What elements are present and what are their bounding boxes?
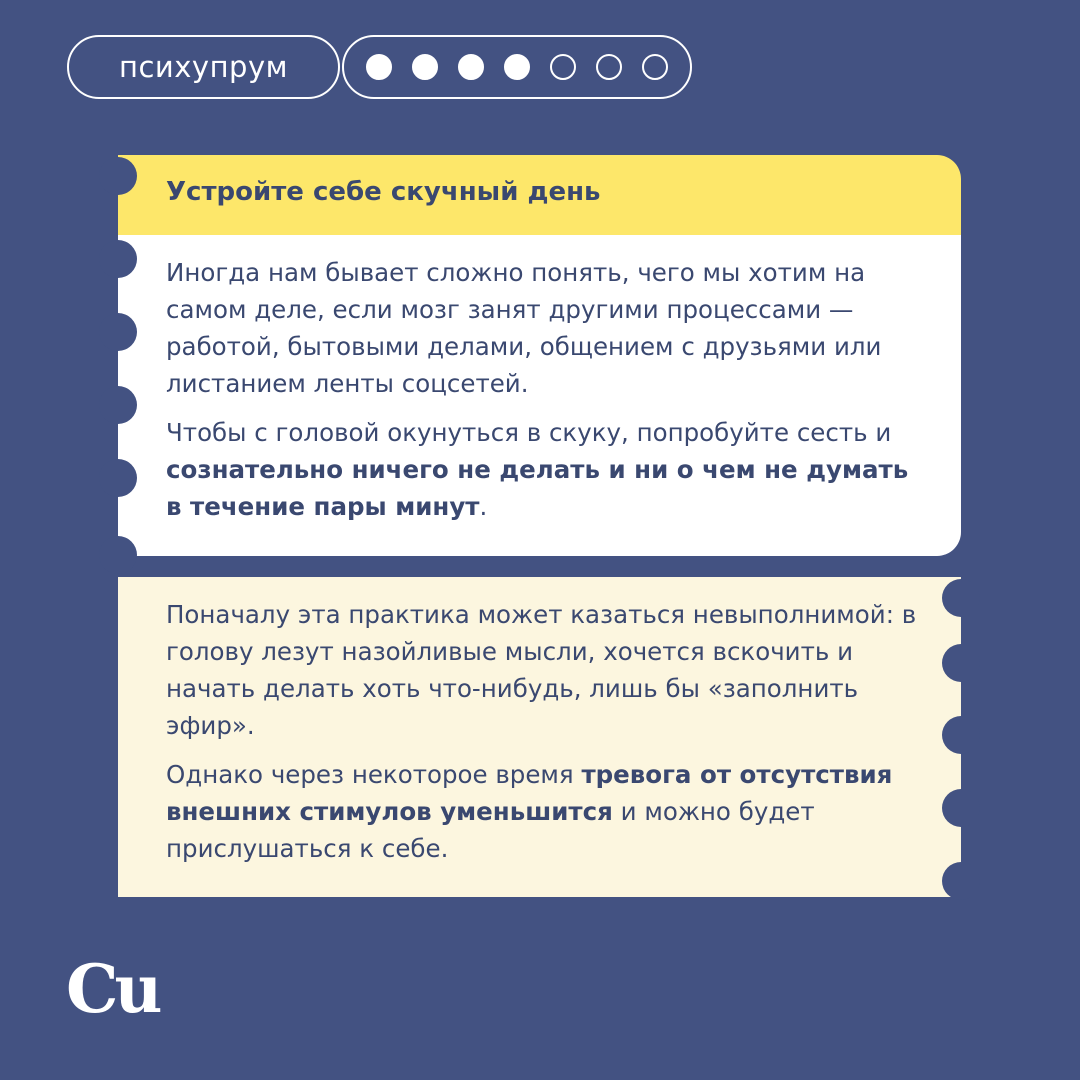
emphasis-text: сознательно ничего не делать и ни о чем не думать в течение пары минут — [166, 455, 909, 521]
text-fragment: Однако через некоторое время — [166, 760, 582, 789]
tip-text — [166, 254, 921, 537]
text-fragment: Чтобы с головой окунуться в скуку, попробуйте сесть и — [166, 418, 892, 447]
tip-paragraph-2 — [166, 414, 921, 525]
tip-card — [118, 155, 961, 556]
tip-paragraph-1: Иногда нам бывает сложно понять, чего мы хотим на самом деле, если мозг занят другими процессами — работой, бытовыми делами, общением с друзьями или листанием ленты соцсетей. — [166, 258, 882, 398]
followup-paragraph-1: Поначалу эта практика может казаться невыполнимой: в голову лезут назойливые мысли, хочется вскочить и начать делать хоть что-нибудь, лишь бы «заполнить эфир». — [166, 600, 917, 740]
followup-text — [166, 596, 921, 879]
tip-card-header — [118, 155, 961, 235]
ticket-notch — [99, 313, 137, 351]
logo: Cu — [66, 950, 159, 1028]
ticket-notch — [942, 644, 980, 682]
brand-name: психупрум — [119, 50, 288, 84]
text-fragment: и можно будет прислушаться к себе. — [166, 797, 815, 863]
brand-pill — [67, 35, 340, 99]
ticket-notch — [942, 789, 980, 827]
progress-dot-2 — [412, 54, 438, 80]
ticket-notch — [942, 579, 980, 617]
progress-dot-6 — [596, 54, 622, 80]
text-fragment: . — [479, 492, 488, 521]
ticket-notch — [942, 716, 980, 754]
ticket-notch — [99, 536, 137, 574]
ticket-notch — [99, 386, 137, 424]
progress-dot-5 — [550, 54, 576, 80]
progress-indicator — [342, 35, 692, 99]
tip-title: Устройте себе скучный день — [166, 177, 601, 207]
ticket-notch — [942, 862, 980, 900]
followup-card — [118, 577, 961, 897]
progress-dot-7 — [642, 54, 668, 80]
ticket-notch — [99, 240, 137, 278]
progress-dot-3 — [458, 54, 484, 80]
ticket-notch — [99, 157, 137, 195]
followup-paragraph-2 — [166, 756, 921, 867]
progress-dot-1 — [366, 54, 392, 80]
emphasis-text: тревога от отсутствия внешних стимулов уменьшится — [166, 760, 893, 826]
ticket-notch — [99, 459, 137, 497]
progress-dot-4 — [504, 54, 530, 80]
